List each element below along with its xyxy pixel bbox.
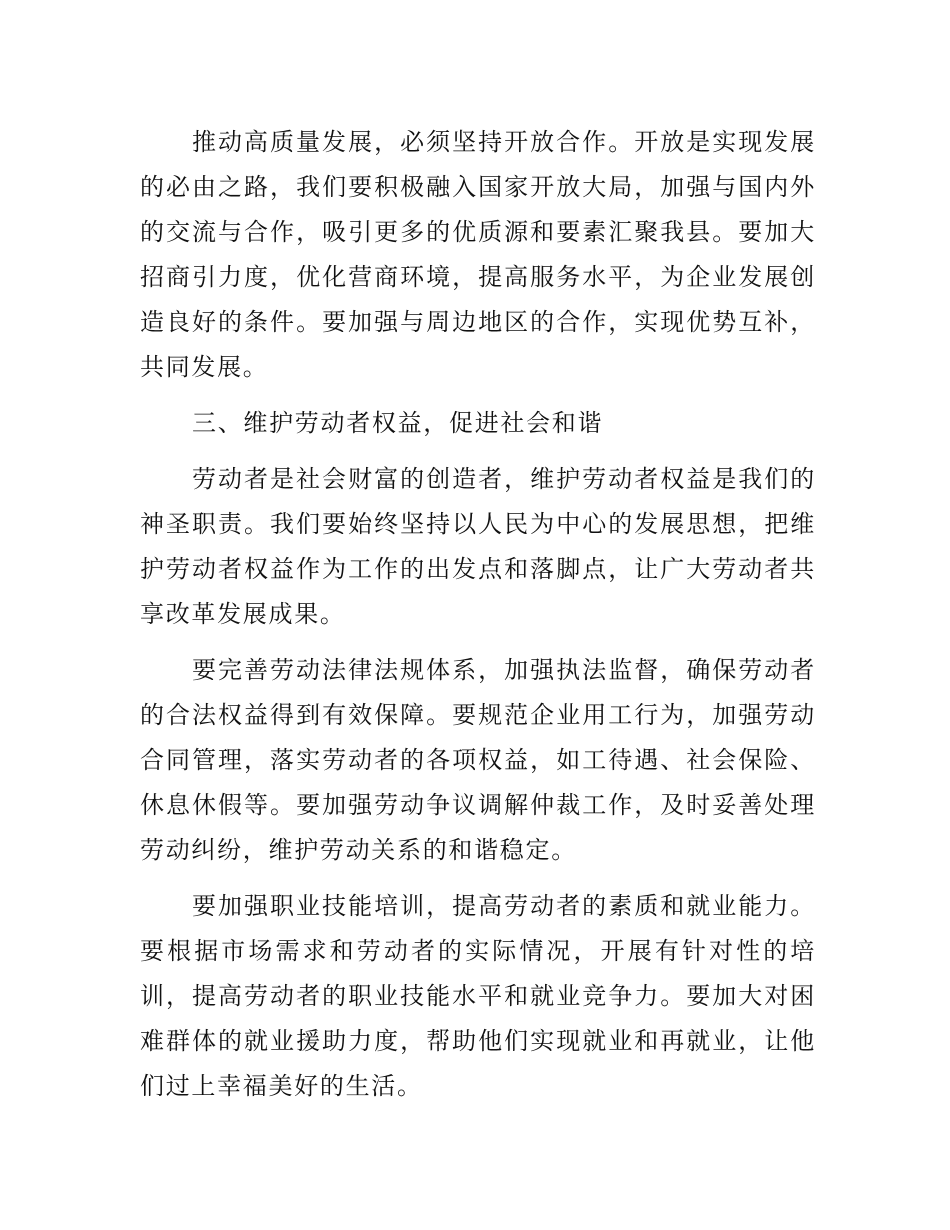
paragraph-labor-law: 要完善劳动法律法规体系，加强执法监督，确保劳动者的合法权益得到有效保障。要规范企业用工行为，加强劳动合同管理，落实劳动者的各项权益，如工待遇、社会保险、休息休假等。要加强劳动争议调解仲裁工作，及时妥善处理劳动纠纷，维护劳动关系的和谐稳定。	[140, 656, 816, 864]
paragraph-open-cooperation: 推动高质量发展，必须坚持开放合作。开放是实现发展的必由之路，我们要积极融入国家开放大局，加强与国内外的交流与合作，吸引更多的优质源和要素汇聚我县。要加大招商引力度，优化营商环境，提高服务水平，为企业发展创造良好的条件。要加强与周边地区的合作，实现优势互补，共同发展。	[140, 128, 816, 381]
paragraph-worker-rights: 劳动者是社会财富的创造者，维护劳动者权益是我们的神圣职责。我们要始终坚持以人民为中心的发展思想，把维护劳动者权益作为工作的出发点和落脚点，让广大劳动者共享改革发展成果。	[140, 465, 816, 628]
document-body	[140, 120, 816, 1120]
section-heading-3: 三、维护劳动者权益，促进社会和谐	[192, 409, 604, 437]
paragraph-skills-training: 要加强职业技能培训，提高劳动者的素质和就业能力。要根据市场需求和劳动者的实际情况，开展有针对性的培训，提高劳动者的职业技能水平和就业竞争力。要加大对困难群体的就业援助力度，帮助他们实现就业和再就业，让他们过上幸福美好的生活。	[140, 892, 816, 1100]
